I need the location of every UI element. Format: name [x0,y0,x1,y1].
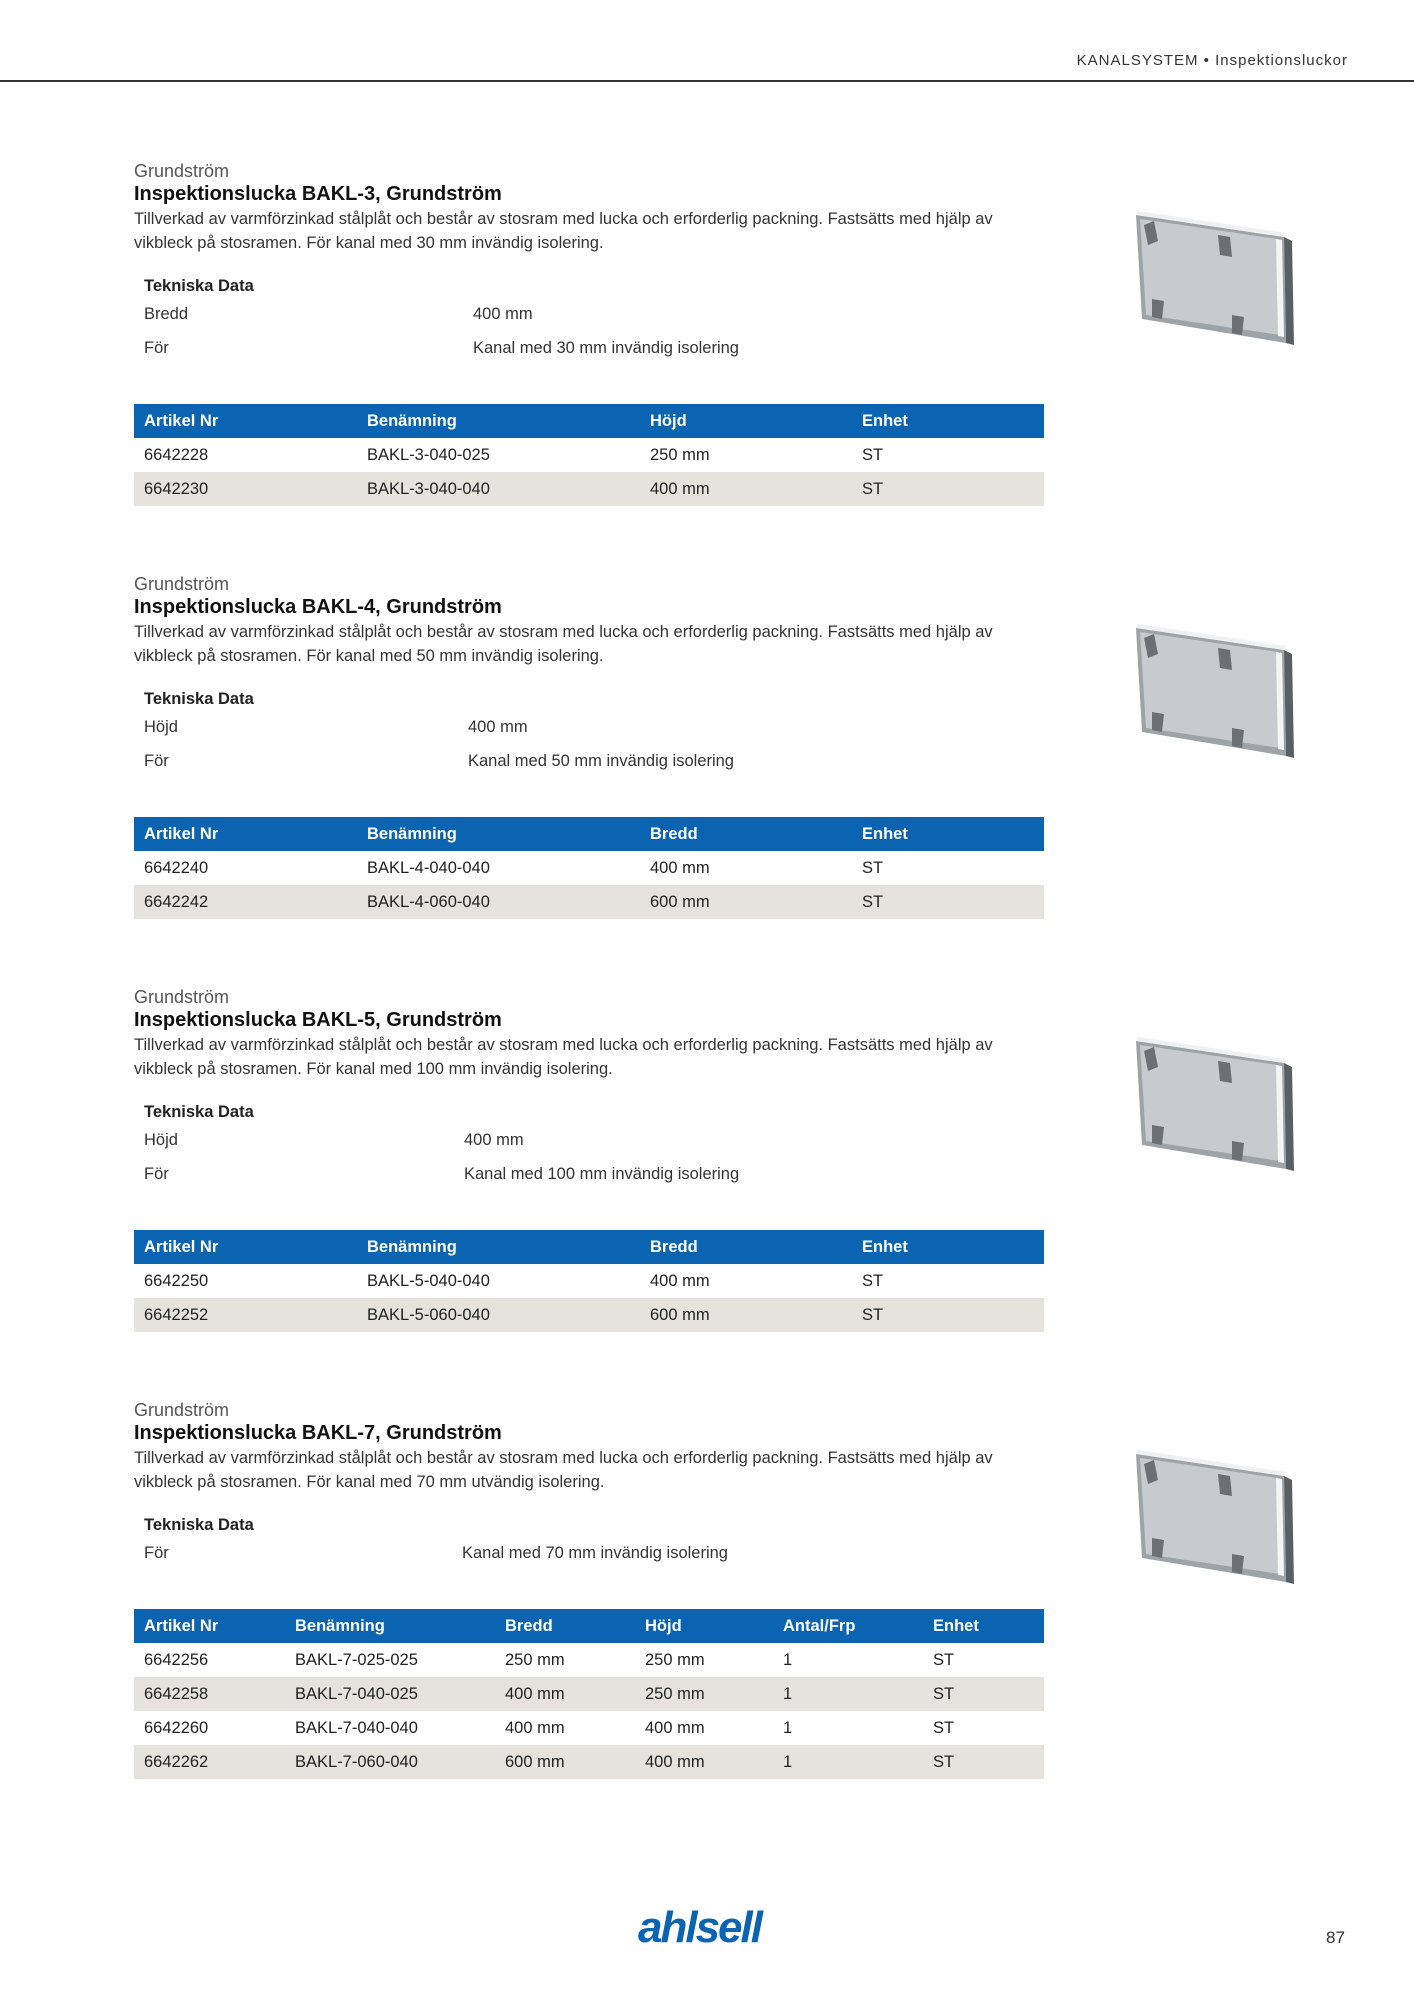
table-header-row [134,404,1044,438]
table-row [134,1745,1044,1779]
table-cell: 600 mm [640,1298,852,1332]
spec-label: Höjd [144,718,178,736]
product-description: Tillverkad av varmförzinkad stålplåt och består av stosram med lucka och erforderlig packning. Fastsätts med hjälp av vikbleck på stosramen. För kanal med 50 mm invändig isolering. [134,623,993,665]
column-header: Enhet [852,1230,1044,1264]
spec-value: Kanal med 70 mm invändig isolering [462,1544,728,1562]
product-table [134,1609,1044,1779]
table-cell: BAKL-3-040-040 [357,472,640,506]
table-cell: 6642258 [134,1677,285,1711]
spec-row [134,331,1044,365]
table-cell: ST [852,1298,1044,1332]
product-table [134,1230,1044,1332]
table-cell: ST [852,885,1044,919]
table-cell: BAKL-7-040-040 [295,1718,418,1737]
column-header: Benämning [285,1609,495,1643]
product-image-inspection-hatch [1126,1446,1296,1586]
table-cell: BAKL-3-040-025 [367,445,490,464]
column-header: Enhet [852,817,1044,851]
brand-label: Grundström [134,987,230,1007]
table-cell: 6642242 [134,885,357,919]
table-cell: 250 mm [645,1650,705,1669]
spec-row [134,710,1044,744]
brand-label: Grundström [134,161,230,181]
brand-label: Grundström [134,1400,230,1420]
column-header: Bredd [640,1230,852,1264]
table-header-row [134,817,1044,851]
table-cell: ST [852,472,1044,506]
table-cell: ST [923,1677,1044,1711]
product-description: Tillverkad av varmförzinkad stålplåt och består av stosram med lucka och erforderlig packning. Fastsätts med hjälp av vikbleck på stosramen. För kanal med 70 mm utvändig isolering. [134,1449,993,1491]
spec-value: Kanal med 100 mm invändig isolering [464,1165,740,1183]
table-cell: BAKL-5-040-040 [367,1271,490,1290]
spec-row [134,1123,1044,1157]
table-cell: 400 mm [650,858,710,877]
specs-heading: Tekniska Data [144,690,254,708]
column-header: Benämning [357,817,640,851]
spec-value: Kanal med 30 mm invändig isolering [473,339,739,357]
table-row [134,851,1044,885]
table-cell: 250 mm [650,445,710,464]
product-table [134,404,1044,506]
table-cell: 6642240 [144,858,209,877]
spec-value: Kanal med 50 mm invändig isolering [468,752,734,770]
table-cell: 400 mm [650,1271,710,1290]
table-cell: BAKL-4-060-040 [357,885,640,919]
spec-value: 400 mm [468,718,528,736]
table-cell: 600 mm [640,885,852,919]
spec-row [134,297,1044,331]
spec-label: För [144,1544,169,1562]
column-header: Bredd [495,1609,635,1643]
table-cell: 600 mm [495,1745,635,1779]
table-cell: 400 mm [635,1745,773,1779]
table-cell: 250 mm [635,1677,773,1711]
table-cell: 6642256 [144,1650,209,1669]
table-cell: 6642228 [144,445,209,464]
product-title: Inspektionslucka BAKL-5, Grundström [134,1009,502,1031]
spec-value: 400 mm [464,1131,524,1149]
header-divider [0,80,1414,82]
table-cell: 250 mm [505,1650,565,1669]
product-description: Tillverkad av varmförzinkad stålplåt och består av stosram med lucka och erforderlig packning. Fastsätts med hjälp av vikbleck på stosramen. För kanal med 30 mm invändig isolering. [134,210,993,252]
table-cell: ST [862,445,884,464]
column-header: Bredd [640,817,852,851]
table-row [134,885,1044,919]
table-cell: 6642250 [144,1271,209,1290]
table-cell: 6642262 [134,1745,285,1779]
column-header: Höjd [635,1609,773,1643]
spec-label: För [144,752,169,770]
table-cell: 400 mm [645,1718,705,1737]
product-image-inspection-hatch [1126,1033,1296,1173]
table-cell: BAKL-4-040-040 [367,858,490,877]
table-cell: BAKL-7-040-025 [285,1677,495,1711]
product-title: Inspektionslucka BAKL-7, Grundström [134,1422,502,1444]
product-table [134,817,1044,919]
product-title: Inspektionslucka BAKL-3, Grundström [134,183,502,205]
brand-label: Grundström [134,574,230,594]
table-cell: 400 mm [495,1677,635,1711]
page-number: 87 [1326,1928,1345,1947]
table-row [134,472,1044,506]
table-row [134,1264,1044,1298]
spec-label: Bredd [144,305,189,323]
table-cell: 6642252 [134,1298,357,1332]
table-header-row [134,1230,1044,1264]
table-cell: ST [933,1650,955,1669]
table-row [134,1643,1044,1677]
product-image-inspection-hatch [1126,620,1296,760]
column-header: Artikel Nr [134,1609,285,1643]
table-cell: BAKL-7-025-025 [295,1650,418,1669]
table-cell: 1 [773,1677,923,1711]
column-header: Benämning [357,1230,640,1264]
product-section-bakl-4 [134,573,1044,911]
spec-label: För [144,1165,169,1183]
column-header: Artikel Nr [134,1230,357,1264]
section-title: KANALSYSTEM • Inspektionsluckor [1076,52,1348,69]
column-header: Artikel Nr [134,404,357,438]
product-section-bakl-5 [134,986,1044,1324]
column-header: Enhet [852,404,1044,438]
table-cell: BAKL-7-060-040 [285,1745,495,1779]
table-cell: 400 mm [505,1718,565,1737]
product-title: Inspektionslucka BAKL-4, Grundström [134,596,502,618]
table-row [134,1298,1044,1332]
spec-label: För [144,339,169,357]
column-header: Benämning [357,404,640,438]
table-cell: BAKL-5-060-040 [357,1298,640,1332]
ahlsell-logo [636,1904,782,1952]
table-cell: 1 [783,1650,793,1669]
table-header-row [134,1609,1044,1643]
spec-row [134,1536,1044,1570]
spec-value: 400 mm [473,305,533,323]
spec-label: Höjd [144,1131,178,1149]
table-cell: 400 mm [640,472,852,506]
column-header: Antal/Frp [773,1609,923,1643]
column-header: Enhet [923,1609,1044,1643]
specs-heading: Tekniska Data [144,277,254,295]
spec-row [134,1157,1044,1191]
table-cell: ST [862,858,884,877]
specs-heading: Tekniska Data [144,1516,254,1534]
table-cell: ST [923,1745,1044,1779]
table-cell: 6642230 [134,472,357,506]
logo-text: ahlsell [638,1904,761,1952]
table-row [134,1711,1044,1745]
product-section-bakl-7 [134,1399,1044,1771]
table-cell: 1 [783,1718,793,1737]
spec-row [134,744,1044,778]
table-cell: 1 [773,1745,923,1779]
table-cell: ST [862,1271,884,1290]
table-row [134,1677,1044,1711]
specs-heading: Tekniska Data [144,1103,254,1121]
product-description: Tillverkad av varmförzinkad stålplåt och består av stosram med lucka och erforderlig packning. Fastsätts med hjälp av vikbleck på stosramen. För kanal med 100 mm invändig isolering. [134,1036,993,1078]
column-header: Artikel Nr [134,817,357,851]
table-cell: ST [933,1718,955,1737]
table-row [134,438,1044,472]
table-cell: 6642260 [144,1718,209,1737]
column-header: Höjd [640,404,852,438]
product-image-inspection-hatch [1126,207,1296,347]
product-section-bakl-3 [134,160,1044,498]
